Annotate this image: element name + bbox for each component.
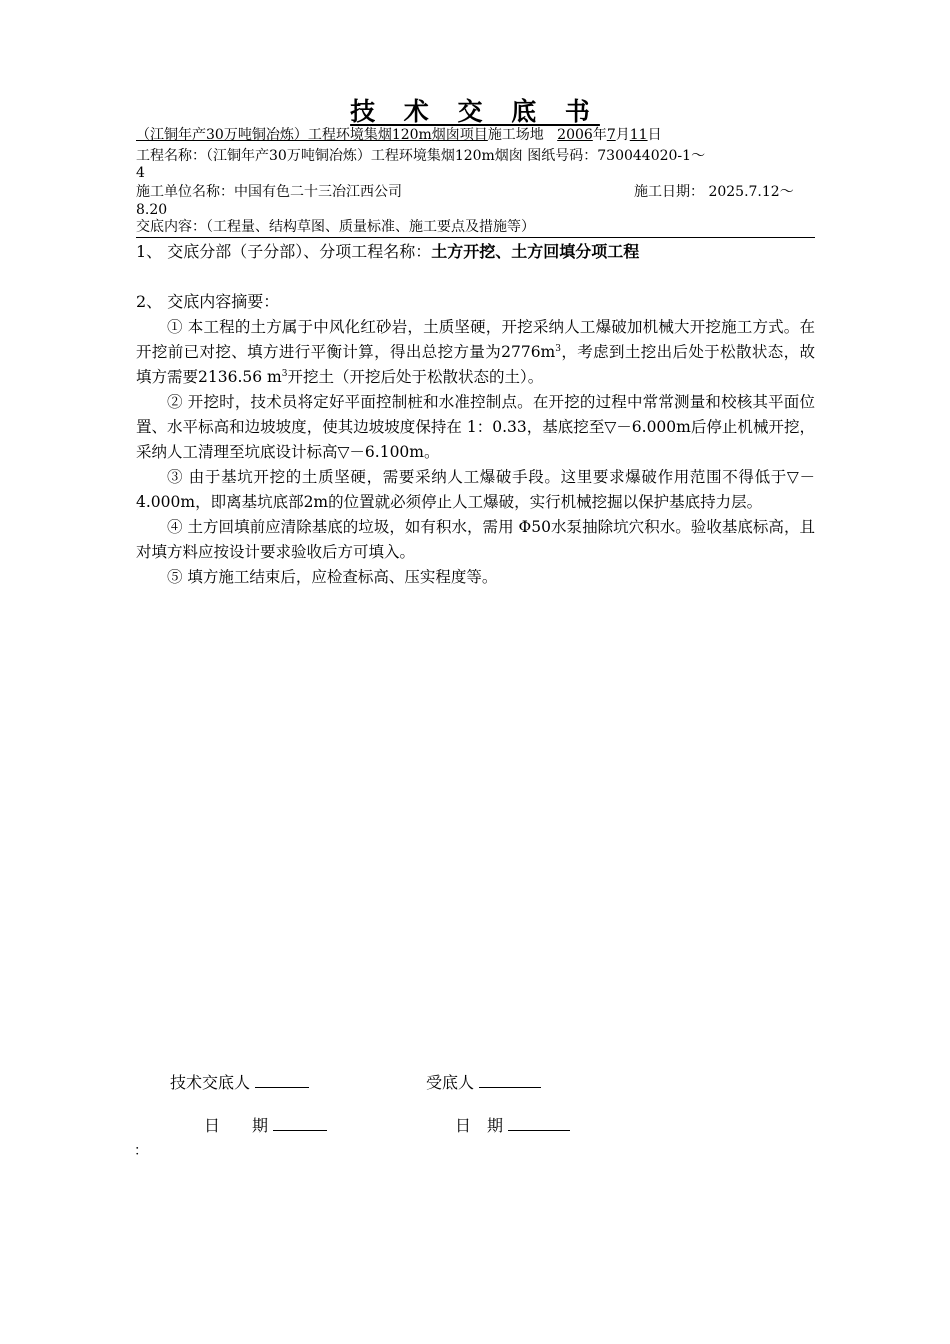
section-2-label: 2、 交底内容摘要： <box>136 292 280 311</box>
superscript-3: 3 <box>281 368 288 379</box>
date-label-1: 日 期 <box>204 1116 269 1135</box>
date-month: 7 <box>606 127 616 143</box>
paragraph-1 <box>136 315 815 390</box>
date-blank-1 <box>273 1114 327 1131</box>
content-note: 交底内容：（工程量、结构草图、质量标准、施工要点及措施等） <box>136 219 535 235</box>
project-name: 工程名称：（江铜年产30万吨铜冶炼）工程环境集烟120m烟囱 <box>136 148 523 164</box>
construction-date-cont: 8.20 <box>136 202 168 218</box>
date-blank-2 <box>508 1114 570 1131</box>
discloser-label: 技术交底人 <box>170 1073 251 1092</box>
date-field-1 <box>204 1113 327 1136</box>
section-1-label: 1、 交底分部（子分部）、分项工程名称： <box>136 242 432 261</box>
paragraph-2: ② 开挖时，技术员将定好平面控制桩和水准控制点。在开挖的过程中常常测量和校核其平面位置、水平标高和边坡坡度，使其边坡坡度保持在 1：0.33，基底挖至▽－6.000m后停止机械开挖，采纳人工清理至坑底设计标高▽－6.100m。 <box>136 393 815 461</box>
date-field-2 <box>455 1113 570 1136</box>
paragraph-3: ③ 由于基坑开挖的土质坚硬，需要采纳人工爆破手段。这里要求爆破作用范围不得低于▽－4.000m，即离基坑底部2m的位置就必须停止人工爆破，实行机械挖掘以保护基底持力层。 <box>136 468 815 511</box>
paragraph-4: ④ 土方回填前应清除基底的垃圾，如有积水，需用 Φ50水泵抽除坑穴积水。验收基底标高，且对填方料应按设计要求验收后方可填入。 <box>136 518 815 561</box>
receiver-field <box>426 1070 541 1093</box>
trailing-mark: ： <box>134 1143 148 1159</box>
date-label-2: 日 期 <box>455 1116 504 1135</box>
date-day-unit: 日 <box>647 127 662 143</box>
receiver-blank <box>479 1071 541 1088</box>
drawing-number: 图纸号码：730044020-1～ <box>527 148 706 164</box>
receiver-label: 受底人 <box>426 1073 475 1092</box>
section-1 <box>136 242 639 262</box>
discloser-field <box>170 1070 309 1093</box>
location-label: 施工场地 <box>487 127 544 143</box>
company-name: 施工单位名称：中国有色二十三冶江西公司 <box>136 184 402 200</box>
section-2-body <box>136 315 815 590</box>
project-name-line <box>136 148 705 165</box>
date-month-unit: 月 <box>615 127 630 143</box>
date-day: 11 <box>629 127 648 143</box>
date-year: 2006 <box>557 127 593 143</box>
project-name-underlined: （江铜年产30万吨铜冶炼）工程环境集烟120m烟囱项目 <box>136 127 488 143</box>
superscript-3: 3 <box>555 343 561 354</box>
document-title: 技 术 交 底 书 <box>350 97 600 126</box>
paragraph-1-part-a: ① 本工程的土方属于中风化红砂岩，土质坚硬，开挖采纳人工爆破加机械大开挖施工方式。在开挖前已对挖、填方进行平衡计算，得出总挖方量为2776m <box>136 318 815 361</box>
section-1-value: 土方开挖、土方回填分项工程 <box>431 242 640 261</box>
paragraph-1-part-c: 开挖土（开挖后处于松散状态的土）。 <box>287 368 544 386</box>
date-year-unit: 年 <box>592 127 607 143</box>
discloser-blank <box>255 1071 309 1088</box>
paragraph-5: ⑤ 填方施工结束后，应检查标高、压实程度等。 <box>167 568 498 586</box>
paragraph-1-part-b: ，考虑到土挖出后处于松散状态，故填方需要2136.56 m <box>136 343 815 386</box>
drawing-number-cont: 4 <box>136 165 145 181</box>
construction-date: 施工日期： 2025.7.12～ <box>634 184 794 200</box>
header-divider <box>136 237 815 238</box>
project-line <box>136 127 662 144</box>
